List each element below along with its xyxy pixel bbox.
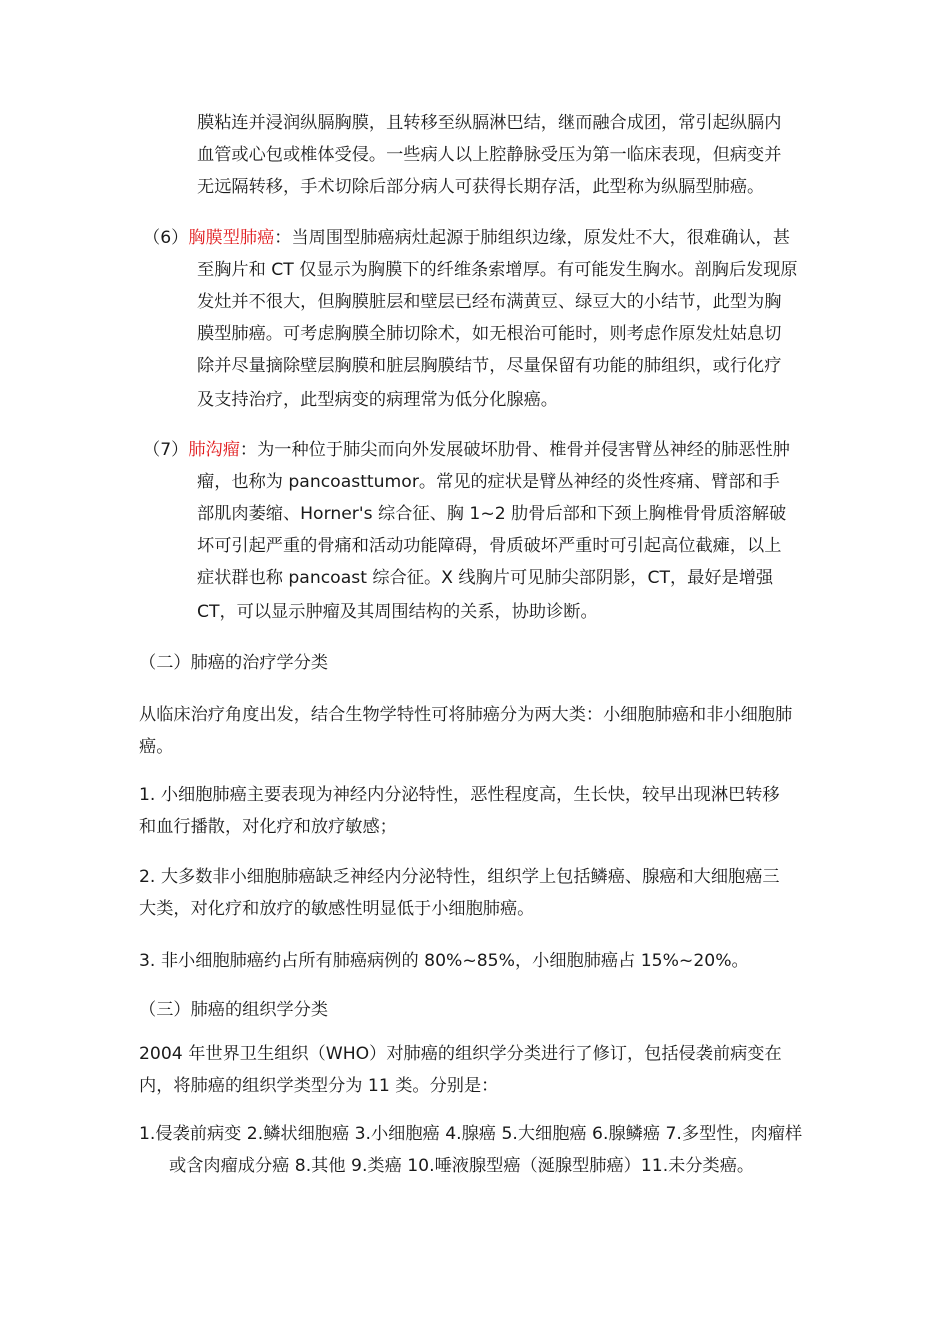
text-line: 从临床治疗角度出发，结合生物学特性可将肺癌分为两大类：小细胞肺癌和非小细胞肺 xyxy=(139,705,793,725)
text-line: 2004 年世界卫生组织（WHO）对肺癌的组织学分类进行了修订，包括侵袭前病变在 xyxy=(139,1044,782,1064)
term-highlight: 胸膜型肺癌 xyxy=(188,228,275,248)
text-line: 血管或心包或椎体受侵。一些病人以上腔静脉受压为第一临床表现，但病变并 xyxy=(197,145,782,165)
text-line: 部肌肉萎缩、Horner's 综合征、胸 1~2 肋骨后部和下颈上胸椎骨骨质溶解破 xyxy=(197,504,787,524)
item-number: （6） xyxy=(143,228,189,248)
text-line: 1. 小细胞肺癌主要表现为神经内分泌特性，恶性程度高，生长快，较早出现淋巴转移 xyxy=(139,785,780,805)
text-line: 坏可引起严重的骨痛和活动功能障碍，骨质破坏严重时可引起高位截瘫，以上 xyxy=(197,536,782,556)
text-line: ：为一种位于肺尖而向外发展破坏肋骨、椎骨并侵害臂丛神经的肺恶性肿 xyxy=(239,440,790,460)
section-heading-3: （三）肺癌的组织学分类 xyxy=(139,1000,329,1020)
text-line: 癌。 xyxy=(139,737,174,757)
text-line: 膜型肺癌。可考虑胸膜全肺切除术，如无根治可能时，则考虑作原发灶姑息切 xyxy=(197,324,782,344)
text-line: 无远隔转移，手术切除后部分病人可获得长期存活，此型称为纵膈型肺癌。 xyxy=(197,177,765,197)
section-heading-2: （二）肺癌的治疗学分类 xyxy=(139,653,329,673)
text-line: 及支持治疗，此型病变的病理常为低分化腺癌。 xyxy=(197,390,558,410)
text-line: 3. 非小细胞肺癌约占所有肺癌病例的 80%~85%，小细胞肺癌占 15%~20%。 xyxy=(139,951,749,971)
text-line: ：当周围型肺癌病灶起源于肺组织边缘，原发灶不大，很难确认，甚 xyxy=(274,228,790,248)
text-line: 和血行播散，对化疗和放疗敏感； xyxy=(139,817,397,837)
text-line: 症状群也称 pancoast 综合征。X 线胸片可见肺尖部阴影，CT，最好是增强 xyxy=(197,568,774,588)
text-line: 发灶并不很大，但胸膜脏层和壁层已经布满黄豆、绿豆大的小结节，此型为胸 xyxy=(197,292,782,312)
term-highlight: 肺沟瘤 xyxy=(188,440,240,460)
section-heading-line xyxy=(143,434,790,466)
item-number: （7） xyxy=(143,440,189,460)
text-line: 1.侵袭前病变 2.鳞状细胞癌 3.小细胞癌 4.腺癌 5.大细胞癌 6.腺鳞癌 7.多型性，肉瘤样 xyxy=(139,1124,803,1144)
text-line: CT，可以显示肿瘤及其周围结构的关系，协助诊断。 xyxy=(197,602,598,622)
text-line: 内，将肺癌的组织学类型分为 11 类。分别是： xyxy=(139,1076,499,1096)
text-line: 至胸片和 CT 仅显示为胸膜下的纤维条索增厚。有可能发生胸水。剖胸后发现原 xyxy=(197,260,798,280)
text-line: 膜粘连并浸润纵膈胸膜，且转移至纵膈淋巴结，继而融合成团，常引起纵膈内 xyxy=(197,113,782,133)
text-line: 大类，对化疗和放疗的敏感性明显低于小细胞肺癌。 xyxy=(139,899,535,919)
text-line: 瘤，也称为 pancoasttumor。常见的症状是臂丛神经的炎性疼痛、臂部和手 xyxy=(197,472,780,492)
text-line: 除并尽量摘除壁层胸膜和脏层胸膜结节，尽量保留有功能的肺组织，或行化疗 xyxy=(197,356,782,376)
section-heading-line xyxy=(143,222,790,254)
text-line: 2. 大多数非小细胞肺癌缺乏神经内分泌特性，组织学上包括鳞癌、腺癌和大细胞癌三 xyxy=(139,867,780,887)
text-line: 或含肉瘤成分癌 8.其他 9.类癌 10.唾液腺型癌（涎腺型肺癌）11.未分类癌。 xyxy=(169,1156,755,1176)
